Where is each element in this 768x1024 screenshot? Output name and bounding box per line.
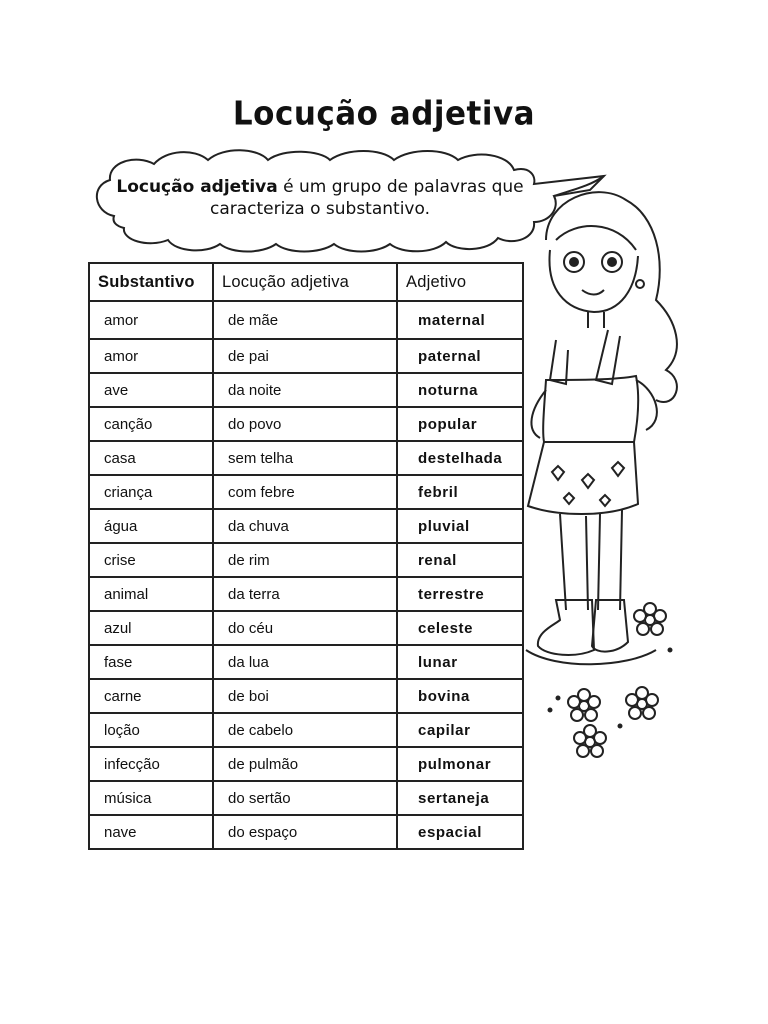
substantivo-cell: música [89,781,213,815]
table-row [89,781,523,815]
table-row [89,301,523,339]
page-title-text: Locução adjetiva [232,95,536,133]
locucao-cell: de cabelo [213,713,397,747]
table-row [89,645,523,679]
table-row [89,339,523,373]
locucao-cell: de pai [213,339,397,373]
locucao-cell: de boi [213,679,397,713]
substantivo-cell: fase [89,645,213,679]
substantivo-cell: nave [89,815,213,849]
flowers-decoration [520,590,700,770]
substantivo-cell: casa [89,441,213,475]
adjetivo-cell: capilar [397,713,523,747]
table-row [89,543,523,577]
table-row [89,679,523,713]
locucao-cell: sem telha [213,441,397,475]
header-locucao: Locução adjetiva [213,263,397,301]
substantivo-cell: carne [89,679,213,713]
substantivo-cell: canção [89,407,213,441]
locucao-cell: de mãe [213,301,397,339]
substantivo-cell: crise [89,543,213,577]
substantivo-cell: azul [89,611,213,645]
definition-term: Locução adjetiva [116,177,278,197]
locucao-cell: de pulmão [213,747,397,781]
substantivo-cell: amor [89,339,213,373]
locucao-cell: do espaço [213,815,397,849]
table-row [89,577,523,611]
definition-rest: é um grupo de palavras que [277,177,524,197]
header-substantivo: Substantivo [89,263,213,301]
locucao-cell: da terra [213,577,397,611]
locucao-cell: da lua [213,645,397,679]
locucao-cell: da chuva [213,509,397,543]
flower-icon [626,687,658,719]
table-row [89,373,523,407]
flower-icon [574,725,606,757]
table-row [89,611,523,645]
adjetivo-cell: destelhada [397,441,523,475]
table-row [89,815,523,849]
table-row [89,713,523,747]
locucao-cell: do céu [213,611,397,645]
substantivo-cell: ave [89,373,213,407]
substantivo-cell: animal [89,577,213,611]
adjetivo-cell: noturna [397,373,523,407]
table-row [89,407,523,441]
adjetivo-cell: renal [397,543,523,577]
locucao-cell: da noite [213,373,397,407]
vocabulary-table [88,262,524,850]
adjetivo-cell: sertaneja [397,781,523,815]
substantivo-cell: amor [89,301,213,339]
definition-text [100,176,540,220]
adjetivo-cell: paternal [397,339,523,373]
adjetivo-cell: febril [397,475,523,509]
table-row [89,441,523,475]
flower-icon [568,689,600,721]
adjetivo-cell: celeste [397,611,523,645]
adjetivo-cell: bovina [397,679,523,713]
header-adjetivo: Adjetivo [397,263,523,301]
adjetivo-cell: pulmonar [397,747,523,781]
adjetivo-cell: terrestre [397,577,523,611]
substantivo-cell: criança [89,475,213,509]
table-header-row [89,263,523,301]
substantivo-cell: loção [89,713,213,747]
adjetivo-cell: maternal [397,301,523,339]
table-row [89,509,523,543]
adjetivo-cell: pluvial [397,509,523,543]
locucao-cell: de rim [213,543,397,577]
vocabulary-table-wrapper [88,262,524,860]
table-row [89,475,523,509]
flower-icon [634,603,666,635]
locucao-cell: do povo [213,407,397,441]
locucao-cell: com febre [213,475,397,509]
adjetivo-cell: espacial [397,815,523,849]
substantivo-cell: água [89,509,213,543]
table-row [89,747,523,781]
adjetivo-cell: popular [397,407,523,441]
definition-line2: caracteriza o substantivo. [210,199,430,219]
substantivo-cell: infecção [89,747,213,781]
locucao-cell: do sertão [213,781,397,815]
adjetivo-cell: lunar [397,645,523,679]
page-title [0,96,768,146]
